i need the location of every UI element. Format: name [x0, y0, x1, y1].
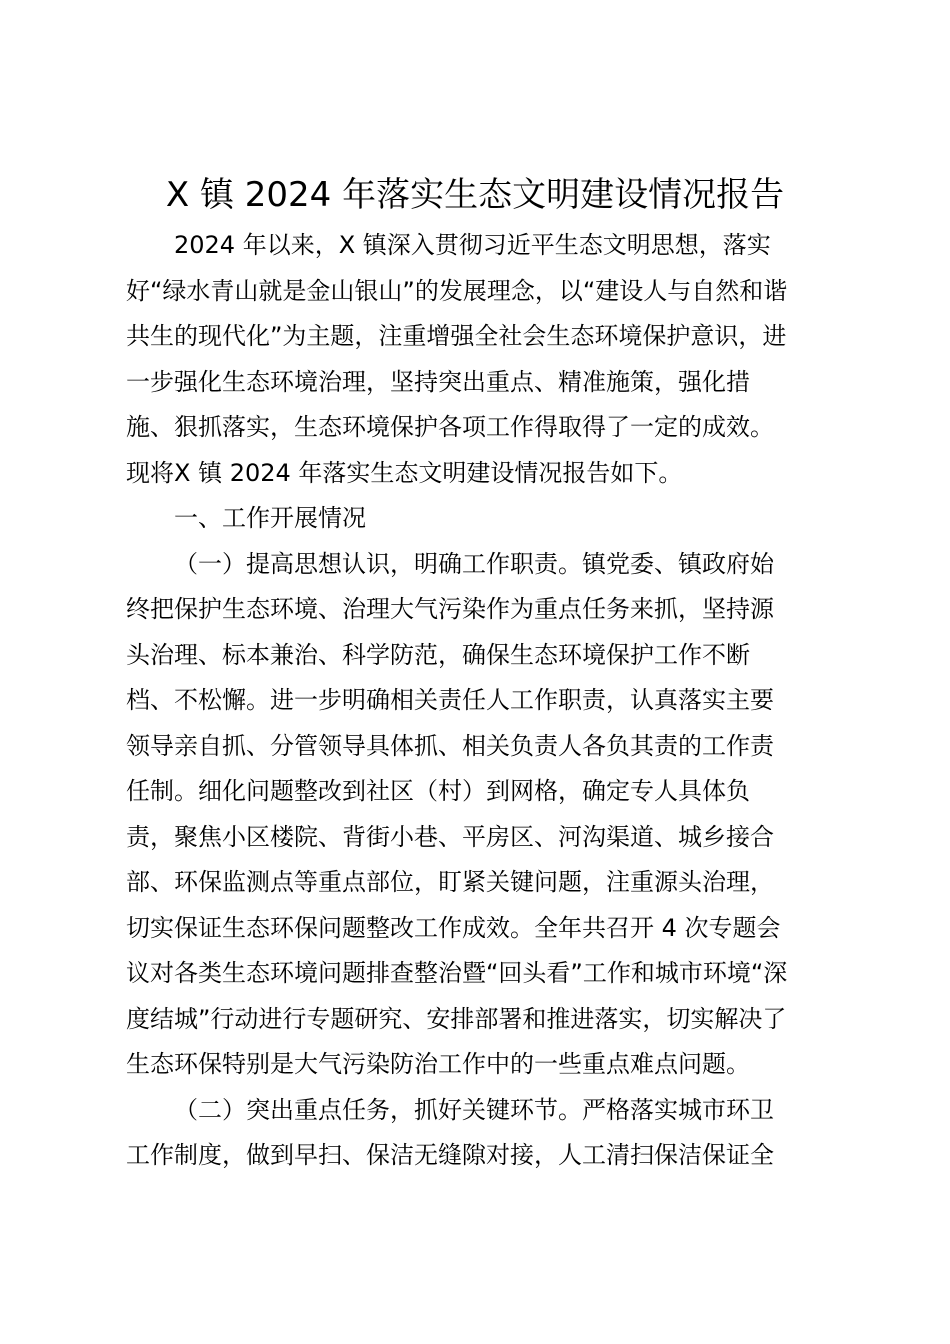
text-line: （二）突出重点任务，抓好关键环节。严格落实城市环卫: [174, 1095, 774, 1124]
text-line: 一步强化生态环境治理，坚持突出重点、精准施策，强化措: [126, 367, 750, 396]
text-line: 任制。细化问题整改到社区（村）到网格，确定专人具体负: [126, 777, 750, 805]
text-line: 部、环保监测点等重点部位，盯紧关键问题，注重源头治理，: [126, 868, 774, 896]
text-line: 切实保证生态环保问题整改工作成效。全年共召开 4 次专题会: [126, 913, 781, 942]
text-line: 责，聚焦小区楼院、背街小巷、平房区、河沟渠道、城乡接合: [126, 822, 774, 851]
text-line: 度结城”行动进行专题研究、安排部署和推进落实，切实解决了: [126, 1004, 787, 1033]
text-line: 2024 年以来，X 镇深入贯彻习近平生态文明思想，落实: [174, 231, 771, 259]
text-line: 好“绿水青山就是金山银山”的发展理念，以“建设人与自然和谐: [126, 276, 788, 305]
text-line: 档、不松懈。进一步明确相关责任人工作职责，认真落实主要: [126, 686, 774, 714]
text-line: 领导亲自抓、分管领导具体抓、相关负责人各负其责的工作责: [126, 731, 774, 760]
text-line: 终把保护生态环境、治理大气污染作为重点任务来抓，坚持源: [126, 595, 774, 623]
section-heading: 一、工作开展情况: [174, 504, 366, 532]
text-line: 头治理、标本兼治、科学防范，确保生态环境保护工作不断: [126, 640, 750, 669]
text-line: 现将X 镇 2024 年落实生态文明建设情况报告如下。: [126, 458, 683, 487]
document-title: X 镇 2024 年落实生态文明建设情况报告: [165, 175, 785, 215]
text-line: 生态环保特别是大气污染防治工作中的一些重点难点问题。: [126, 1050, 750, 1078]
text-line: 共生的现代化”为主题，注重增强全社会生态环境保护意识，进: [126, 322, 787, 350]
text-line: 议对各类生态环境问题排查整治暨“回头看”工作和城市环境“深: [126, 959, 788, 987]
text-line: （一）提高思想认识，明确工作职责。镇党委、镇政府始: [174, 549, 774, 578]
document-body: [126, 223, 836, 1179]
text-line: 施、狠抓落实，生态环境保护各项工作得取得了一定的成效。: [126, 413, 774, 441]
text-line: 工作制度，做到早扫、保洁无缝隙对接，人工清扫保洁保证全: [126, 1141, 774, 1169]
